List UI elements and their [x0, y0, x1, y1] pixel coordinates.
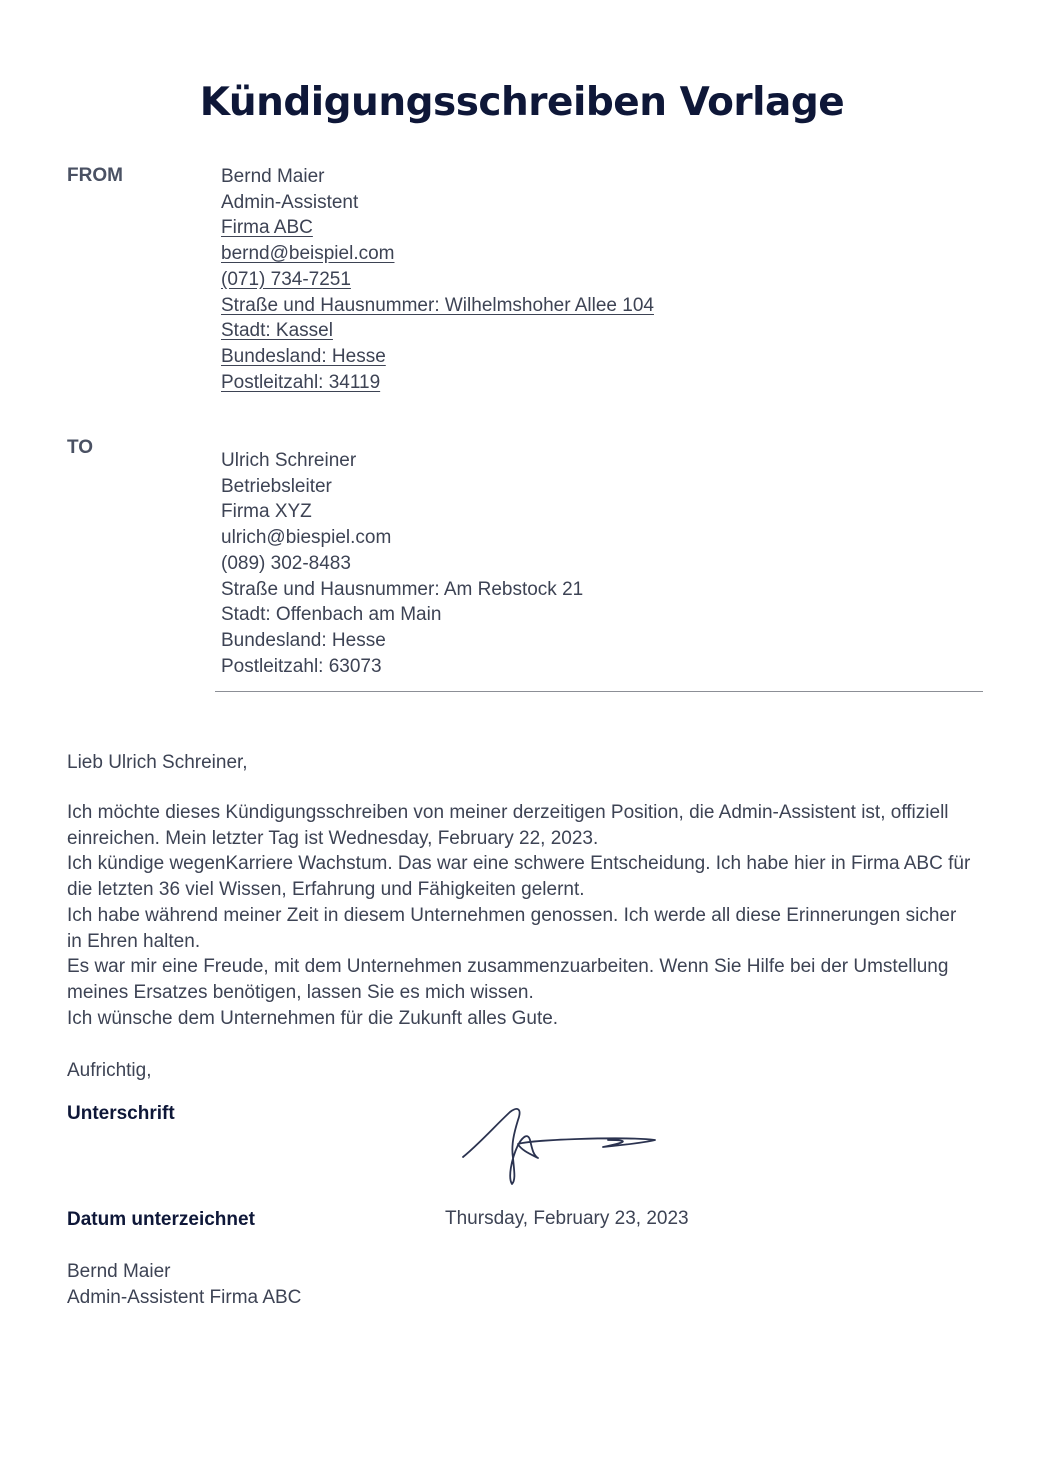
from-label: FROM [67, 165, 123, 186]
to-label: TO [67, 437, 94, 458]
to-company: Firma XYZ [221, 501, 312, 523]
body-line: meines Ersatzes benötigen, lassen Sie es mich wissen. [67, 981, 534, 1003]
to-address-block [221, 448, 583, 679]
to-zip: Postleitzahl: 63073 [221, 655, 382, 677]
salutation: Lieb Ulrich Schreiner, [67, 752, 248, 773]
body-line: Ich wünsche dem Unternehmen für die Zukunft alles Gute. [67, 1007, 559, 1029]
body-line: Ich möchte dieses Kündigungsschreiben von meiner derzeitigen Position, die Admin-Assistent ist, offiziell [67, 802, 949, 823]
signer-block [67, 1259, 982, 1310]
to-position: Betriebsleiter [221, 475, 332, 497]
signature-image [458, 1100, 663, 1192]
from-position: Admin-Assistent [221, 191, 359, 213]
signature-label: Unterschrift [67, 1103, 175, 1124]
body-line: Ich habe während meiner Zeit in diesem Unternehmen genossen. Ich werde all diese Erinnerungen sicher [67, 904, 957, 926]
body-line: Ich kündige wegenKarriere Wachstum. Das war eine schwere Entscheidung. Ich habe hier in Firma ABC für [67, 853, 971, 875]
to-state: Bundesland: Hesse [221, 629, 386, 651]
from-address-block [221, 164, 654, 395]
date-signed-label: Datum unterzeichnet [67, 1209, 255, 1230]
to-street: Straße und Hausnummer: Am Rebstock 21 [221, 578, 584, 600]
body-line: die letzten 36 viel Wissen, Erfahrung und Fähigkeiten gelernt. [67, 879, 585, 901]
from-phone-link[interactable]: (071) 734-7251 [221, 268, 351, 290]
from-state-link[interactable]: Bundesland: Hesse [221, 345, 386, 367]
from-street-link[interactable]: Straße und Hausnummer: Wilhelmshoher Allee 104 [221, 294, 654, 316]
date-signed-value: Thursday, February 23, 2023 [445, 1208, 689, 1229]
from-email-link[interactable]: bernd@beispiel.com [221, 243, 395, 265]
body-line: in Ehren halten. [67, 930, 201, 952]
from-name: Bernd Maier [221, 166, 325, 187]
from-city-link[interactable]: Stadt: Kassel [221, 320, 333, 342]
to-name: Ulrich Schreiner [221, 450, 357, 471]
body-line: einreichen. Mein letzter Tag ist Wednesday, February 22, 2023. [67, 827, 599, 849]
to-city: Stadt: Offenbach am Main [221, 604, 442, 626]
closing: Aufrichtig, [67, 1060, 152, 1081]
body-line: Es war mir eine Freude, mit dem Unternehmen zusammenzuarbeiten. Wenn Sie Hilfe bei der Umstellung [67, 956, 949, 978]
from-company-link[interactable]: Firma ABC [221, 217, 313, 239]
to-phone: (089) 302-8483 [221, 552, 351, 574]
document-title: Kündigungsschreiben Vorlage [199, 80, 845, 125]
to-email: ulrich@biespiel.com [221, 527, 392, 549]
signer-name: Bernd Maier [67, 1261, 171, 1282]
signer-title-company: Admin-Assistent Firma ABC [67, 1286, 302, 1308]
letter-body [67, 800, 982, 1031]
section-divider [215, 691, 983, 692]
from-zip-link[interactable]: Postleitzahl: 34119 [221, 371, 381, 393]
